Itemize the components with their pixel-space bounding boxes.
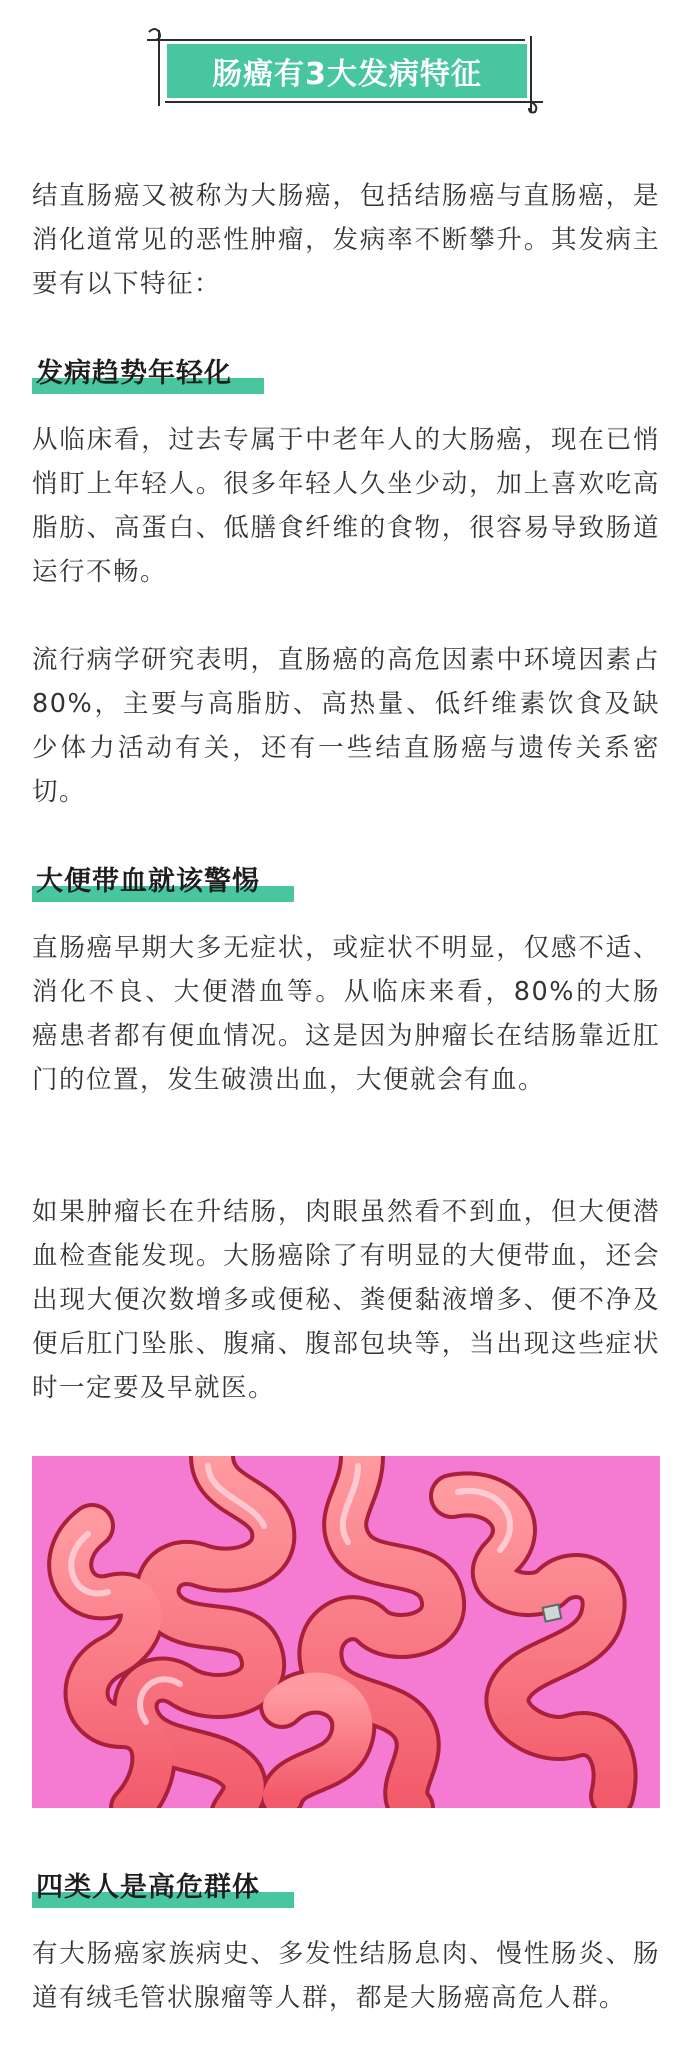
section3-paragraph-1: 有大肠癌家族病史、多发性结肠息肉、慢性肠炎、肠道有绒毛管状腺瘤等人群，都是大肠癌高危人群。: [32, 1939, 660, 2013]
section-heading-youth-trend: 发病趋势年轻化: [32, 356, 236, 396]
section1-paragraph-1: 从临床看，过去专属于中老年人的大肠癌，现在已悄悄盯上年轻人。很多年轻人久坐少动，加上喜欢吃高脂肪、高蛋白、低膳食纤维的食物，很容易导致肠道运行不畅。: [32, 425, 660, 587]
section2-paragraph-2: 如果肿瘤长在升结肠，肉眼虽然看不到血，但大便潜血检查能发现。大肠癌除了有明显的大便带血，还会出现大便次数增多或便秘、粪便黏液增多、便不净及便后肛门坠胀、腹痛、腹部包块等，当出现这些症状时一定要及早就医。: [32, 1197, 660, 1403]
intro-paragraph: 结直肠癌又被称为大肠癌，包括结肠癌与直肠癌，是消化道常见的恶性肿瘤，发病率不断攀升。其发病主要有以下特征：: [32, 181, 660, 299]
intestines-icon: [32, 1456, 660, 1808]
section2-paragraph-1: 直肠癌早期大多无症状，或症状不明显，仅感不适、消化不良、大便潜血等。从临床来看，80%的大肠癌患者都有便血情况。这是因为肿瘤长在结肠靠近肛门的位置，发生破溃出血，大便就会有血。: [32, 933, 660, 1095]
section-heading-high-risk-groups: 四类人是高危群体: [32, 1870, 264, 1910]
page-title: 肠癌有3大发病特征: [167, 44, 527, 98]
section1-paragraph-2: 流行病学研究表明，直肠癌的高危因素中环境因素占80%，主要与高脂肪、高热量、低纤维素饮食及缺少体力活动有关，还有一些结直肠癌与遗传关系密切。: [32, 645, 660, 807]
intestines-illustration: [32, 1456, 660, 1808]
title-banner: [145, 26, 545, 116]
capsule-device-icon: [543, 1604, 562, 1621]
section-heading-blood-in-stool: 大便带血就该警惕: [32, 864, 264, 904]
